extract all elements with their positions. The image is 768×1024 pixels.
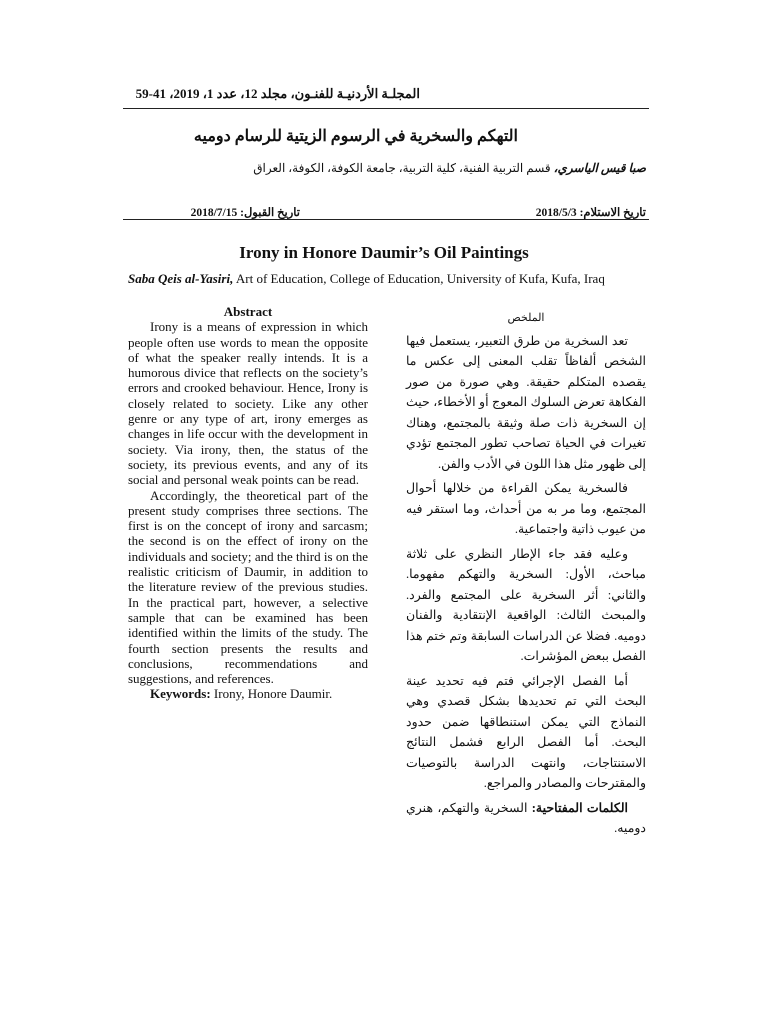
arabic-abstract-paragraph: وعليه فقد جاء الإطار النظري على ثلاثة مباحث، الأول: السخرية والتهكم مفهوما. والثاني: أثر السخرية على المجتمع والفرد. والمبحث الثالث: الواقعية الإنتقادية والفنان دوميه. فضلا عن الدراسات السابقة وتم ختم هذا الفصل ببعض المؤشرات. (406, 546, 646, 663)
english-abstract-paragraph: Irony is a means of expression in which people often use words to mean the opposite of what the speaker really intends. It is a humorous divice that reflects on the society’s errors and crooked behaviour. Hence, Irony is closely related to society. Like any other genre or any type of art, irony emerges as changes in life occur with the development in society. Via irony, then, the status of the society, its previous events, and any of its social and personal weak points can be read. (128, 319, 368, 488)
english-abstract (128, 304, 368, 702)
english-abstract-heading: Abstract (223, 304, 273, 319)
arabic-author-name: صبا قيس الياسري، (553, 161, 646, 175)
journal-header: المجلـة الأردنيـة للفنـون، مجلد 12، عدد 1، 2019، 41-59 (135, 86, 420, 101)
english-abstract-paragraph: Accordingly, the theoretical part of the present study comprises three sections. The first is on the concept of irony and sarcasm; the second is on the effect of irony on the individuals and society; and the third is on the realistic criticism of Daumir, in addition to the literature review of the previous studies. In the practical part, however, a selective sample that can be examined has been identified within the limits of the study. The fourth section presents the results and conclusions, recommendations and suggestions, and references. (128, 487, 368, 687)
english-author-line (128, 271, 648, 287)
arabic-author-affiliation: قسم التربية الفنية، كلية التربية، جامعة الكوفة، الكوفة، العراق (253, 161, 554, 175)
header-divider (123, 108, 649, 109)
arabic-author-line (214, 161, 646, 176)
english-author-name: Saba Qeis al-Yasiri, (128, 271, 234, 286)
arabic-abstract (406, 308, 646, 843)
arabic-abstract-paragraph: تعد السخرية من طرق التعبير، يستعمل فيها الشخص ألفاظاً تقلب المعنى إلى عكس ما يقصده المتكلم حقيقة. وهي صورة من صور الفكاهة تعرض السلوك المعوج أو الأخطاء، حيث إن السخرية ذات صلة وثيقة بالمجتمع، وهناك تغيرات في الحياة تصاحب تطور المجتمع تؤدي إلى ظهور مثل هذا اللون في الأدب والفن. (406, 333, 646, 471)
arabic-abstract-paragraph: فالسخرية يمكن القراءة من خلالها أحوال المجتمع، وما مر به من أحداث، وما استقر فيه من عيوب ذاتية واجتماعية. (406, 481, 646, 536)
arabic-abstract-paragraph: أما الفصل الإجرائي فتم فيه تحديد عينة البحث التي تم تحديدها بشكل قصدي وهي النماذج التي يمكن استنطاقها ضمن حدود البحث. أما الفصل الرابع فشمل النتائج الاستنتاجات، وانتهت الدراسة بالتوصيات والمقترحات والمصادر والمراجع. (406, 673, 646, 790)
arabic-title: التهكم والسخرية في الرسوم الزيتية للرسام دوميه (193, 128, 518, 145)
arabic-keywords (406, 798, 646, 839)
received-date: تاريخ الاستلام: 2018/5/3 (535, 207, 646, 219)
english-title: Irony in Honore Daumir’s Oil Paintings (239, 243, 529, 262)
dates-divider (123, 219, 649, 220)
english-keywords-label: Keywords: (150, 686, 211, 702)
arabic-abstract-heading: الملخص (507, 312, 545, 324)
accepted-date: تاريخ القبول: 2018/7/15 (190, 207, 300, 219)
english-author-affiliation: Art of Education, College of Education, University of Kufa, Kufa, Iraq (233, 271, 605, 286)
arabic-keywords-label: الكلمات المفتاحية: (531, 800, 629, 815)
english-keywords-text: Irony, Honore Daumir. (210, 686, 333, 702)
arabic-keywords-text: السخرية والتهكم، هنري دوميه. (406, 800, 646, 835)
english-keywords (128, 686, 368, 701)
